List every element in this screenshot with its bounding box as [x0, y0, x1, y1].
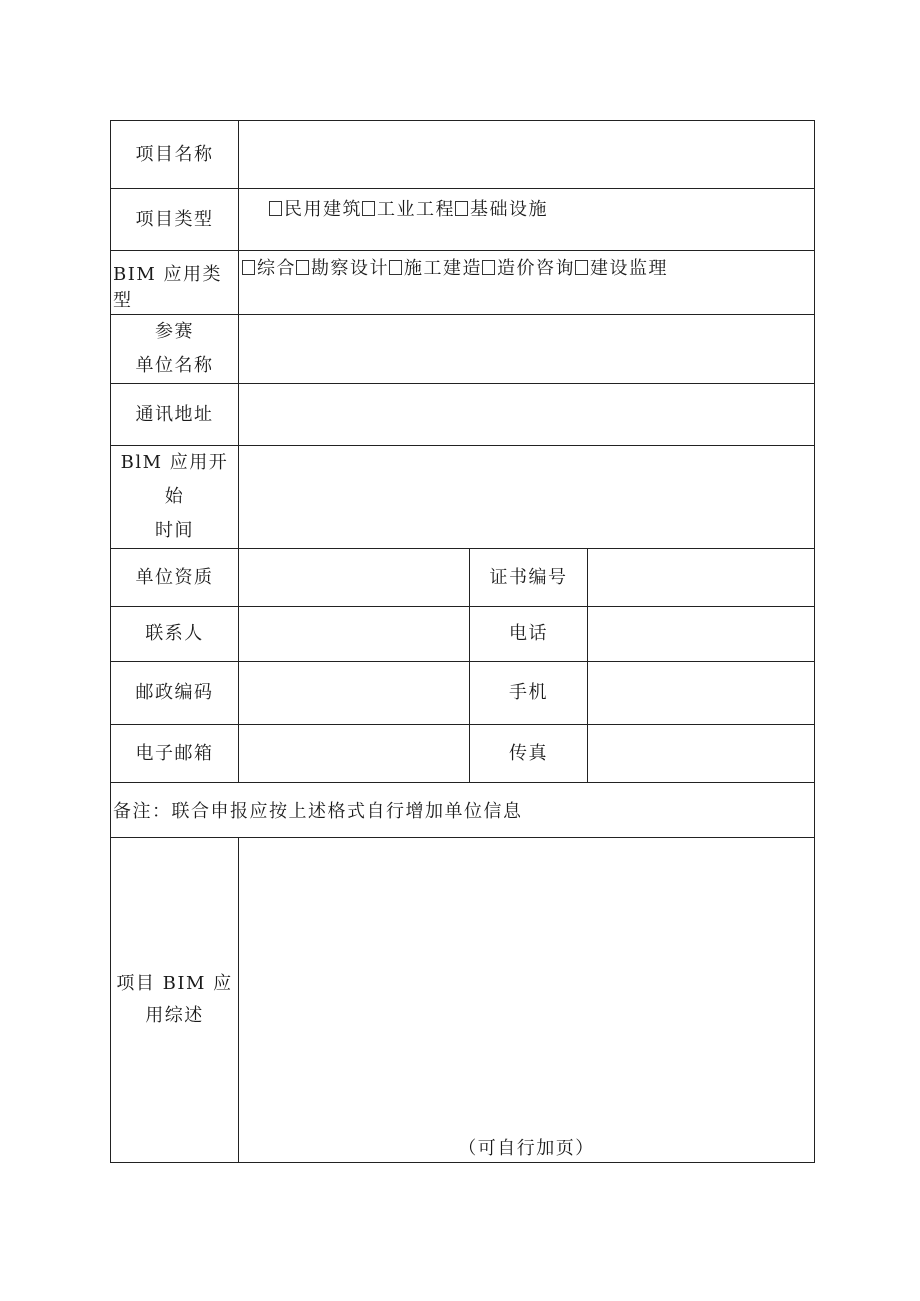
email-row	[111, 725, 815, 783]
contact-field[interactable]	[239, 607, 470, 662]
note-text: 备注：联合申报应按上述格式自行增加单位信息	[111, 783, 815, 838]
option-infrastructure: 基础设施	[470, 199, 548, 220]
phone-label: 电话	[470, 607, 588, 662]
option-industrial-engineering: 工业工程	[377, 199, 455, 220]
checkbox-construction[interactable]	[389, 260, 402, 275]
start-time-label	[111, 446, 239, 549]
postcode-label: 邮政编码	[111, 662, 239, 725]
checkbox-supervision[interactable]	[575, 260, 588, 275]
checkbox-infrastructure[interactable]	[455, 201, 468, 216]
application-form-table	[110, 120, 815, 1163]
unit-name-row	[111, 315, 815, 384]
note-row	[111, 783, 815, 838]
postcode-row	[111, 662, 815, 725]
contact-label: 联系人	[111, 607, 239, 662]
checkbox-survey-design[interactable]	[296, 260, 309, 275]
contact-row	[111, 607, 815, 662]
address-field[interactable]	[239, 384, 815, 446]
email-field[interactable]	[239, 725, 470, 783]
start-time-label-line1: BlM 应用开始	[120, 452, 229, 507]
certificate-label: 证书编号	[470, 549, 588, 607]
bim-type-options	[239, 251, 815, 315]
unit-name-label	[111, 315, 239, 384]
fax-field[interactable]	[588, 725, 815, 783]
summary-field[interactable]	[239, 838, 815, 1163]
phone-field[interactable]	[588, 607, 815, 662]
email-label: 电子邮箱	[111, 725, 239, 783]
summary-label	[111, 838, 239, 1163]
project-type-label: 项目类型	[111, 189, 239, 251]
checkbox-industrial-engineering[interactable]	[362, 201, 375, 216]
checkbox-cost-consulting[interactable]	[482, 260, 495, 275]
option-cost-consulting: 造价咨询	[497, 258, 575, 279]
option-supervision: 建设监理	[590, 258, 668, 279]
project-type-options	[239, 189, 815, 251]
add-page-note: （可自行加页）	[458, 1138, 595, 1159]
bim-type-label: BIM 应用类型	[111, 251, 239, 315]
summary-label-line2: 用综述	[145, 1005, 204, 1026]
option-comprehensive: 综合	[257, 258, 296, 279]
qualification-row	[111, 549, 815, 607]
mobile-label: 手机	[470, 662, 588, 725]
address-row	[111, 384, 815, 446]
start-time-row	[111, 446, 815, 549]
project-name-field[interactable]	[239, 121, 815, 189]
unit-name-label-line1: 参赛	[155, 321, 194, 342]
postcode-field[interactable]	[239, 662, 470, 725]
checkbox-comprehensive[interactable]	[242, 260, 255, 275]
qualification-field[interactable]	[239, 549, 470, 607]
option-construction: 施工建造	[404, 258, 482, 279]
unit-name-label-line2: 单位名称	[135, 355, 214, 376]
mobile-field[interactable]	[588, 662, 815, 725]
start-time-field[interactable]	[239, 446, 815, 549]
unit-name-field[interactable]	[239, 315, 815, 384]
project-name-label: 项目名称	[111, 121, 239, 189]
certificate-field[interactable]	[588, 549, 815, 607]
option-civil-building: 民用建筑	[284, 199, 362, 220]
address-label: 通讯地址	[111, 384, 239, 446]
fax-label: 传真	[470, 725, 588, 783]
bim-type-row	[111, 251, 815, 315]
project-name-row	[111, 121, 815, 189]
checkbox-civil-building[interactable]	[269, 201, 282, 216]
summary-label-line1: 项目 BIM 应	[116, 973, 233, 994]
project-type-row	[111, 189, 815, 251]
option-survey-design: 勘察设计	[311, 258, 389, 279]
qualification-label: 单位资质	[111, 549, 239, 607]
summary-row	[111, 838, 815, 1163]
start-time-label-line2: 时间	[155, 520, 194, 541]
